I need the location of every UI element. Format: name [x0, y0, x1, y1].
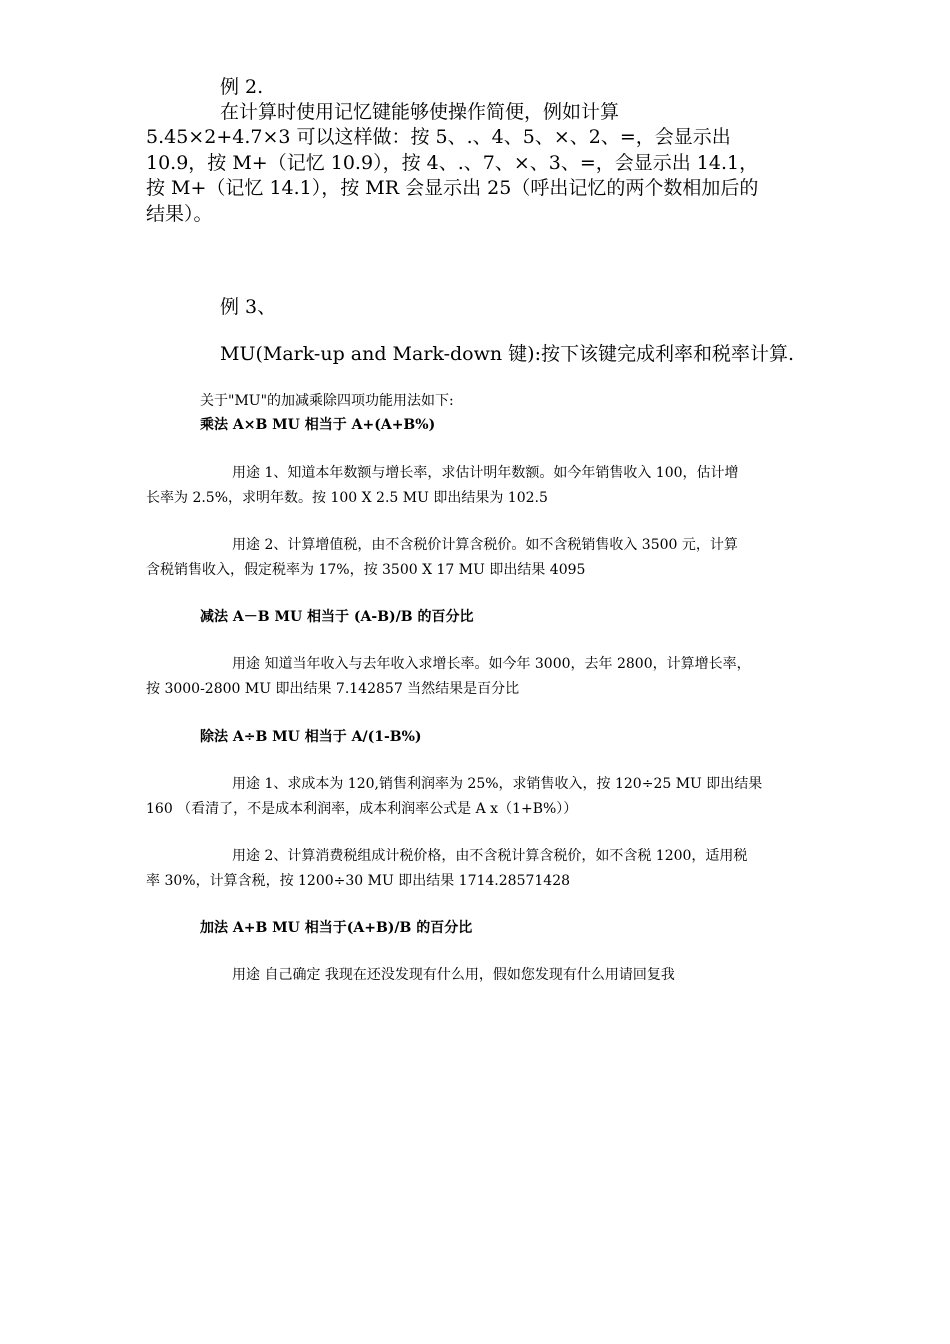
subtract-use1-line-2: 按 3000-2800 MU 即出结果 7.142857 当然结果是百分比: [146, 681, 520, 697]
example2-line-1: 在计算时使用记忆键能够使操作简便，例如计算: [220, 101, 620, 123]
add-title: 加法 A+B MU 相当于(A+B)/B 的百分比: [200, 920, 473, 936]
example2-line-5: 结果）。: [146, 203, 213, 225]
example2-line-3: 10.9，按 M+（记忆 10.9），按 4、.、7、×、3、=，会显示出 14.1，: [146, 152, 759, 174]
divide-use2-line-2: 率 30%，计算含税，按 1200÷30 MU 即出结果 1714.28571428: [146, 873, 571, 889]
multiply-use1-line-1: 用途 1、知道本年数额与增长率，求估计明年数额。如今年销售收入 100，估计增: [232, 465, 739, 481]
example2-heading: 例 2.: [220, 76, 264, 98]
multiply-title: 乘法 A×B MU 相当于 A+(A+B%): [200, 417, 436, 433]
mu-description: MU(Mark-up and Mark-down 键):按下该键完成利率和税率计算.: [220, 343, 795, 365]
divide-use1-line-1: 用途 1、求成本为 120,销售利润率为 25%，求销售收入，按 120÷25 MU 即出结果: [232, 776, 763, 792]
example3-heading: 例 3、: [220, 296, 277, 318]
mu-intro: 关于"MU"的加减乘除四项功能用法如下:: [200, 393, 454, 409]
subtract-use1-line-1: 用途 知道当年收入与去年收入求增长率。如今年 3000，去年 2800，计算增长率，: [232, 656, 751, 672]
example2-line-4: 按 M+（记忆 14.1），按 MR 会显示出 25（呼出记忆的两个数相加后的: [146, 177, 759, 199]
multiply-use2-line-2: 含税销售收入，假定税率为 17%，按 3500 X 17 MU 即出结果 4095: [146, 562, 586, 578]
multiply-use2-line-1: 用途 2、计算增值税，由不含税价计算含税价。如不含税销售收入 3500 元，计算: [232, 537, 738, 553]
divide-use2-line-1: 用途 2、计算消费税组成计税价格，由不含税计算含税价，如不含税 1200，适用税: [232, 848, 748, 864]
subtract-title: 减法 A－B MU 相当于 (A-B)/B 的百分比: [200, 609, 474, 625]
divide-title: 除法 A÷B MU 相当于 A/(1-B%): [200, 729, 422, 745]
multiply-use1-line-2: 长率为 2.5%，求明年数。按 100 X 2.5 MU 即出结果为 102.5: [146, 490, 548, 506]
divide-use1-line-2: 160 （看清了，不是成本利润率，成本利润率公式是 A x（1+B%））: [146, 801, 578, 817]
add-use1: 用途 自己确定 我现在还没发现有什么用，假如您发现有什么用请回复我: [232, 967, 675, 983]
example2-line-2: 5.45×2+4.7×3 可以这样做：按 5、.、4、5、×、2、=，会显示出: [146, 126, 731, 148]
